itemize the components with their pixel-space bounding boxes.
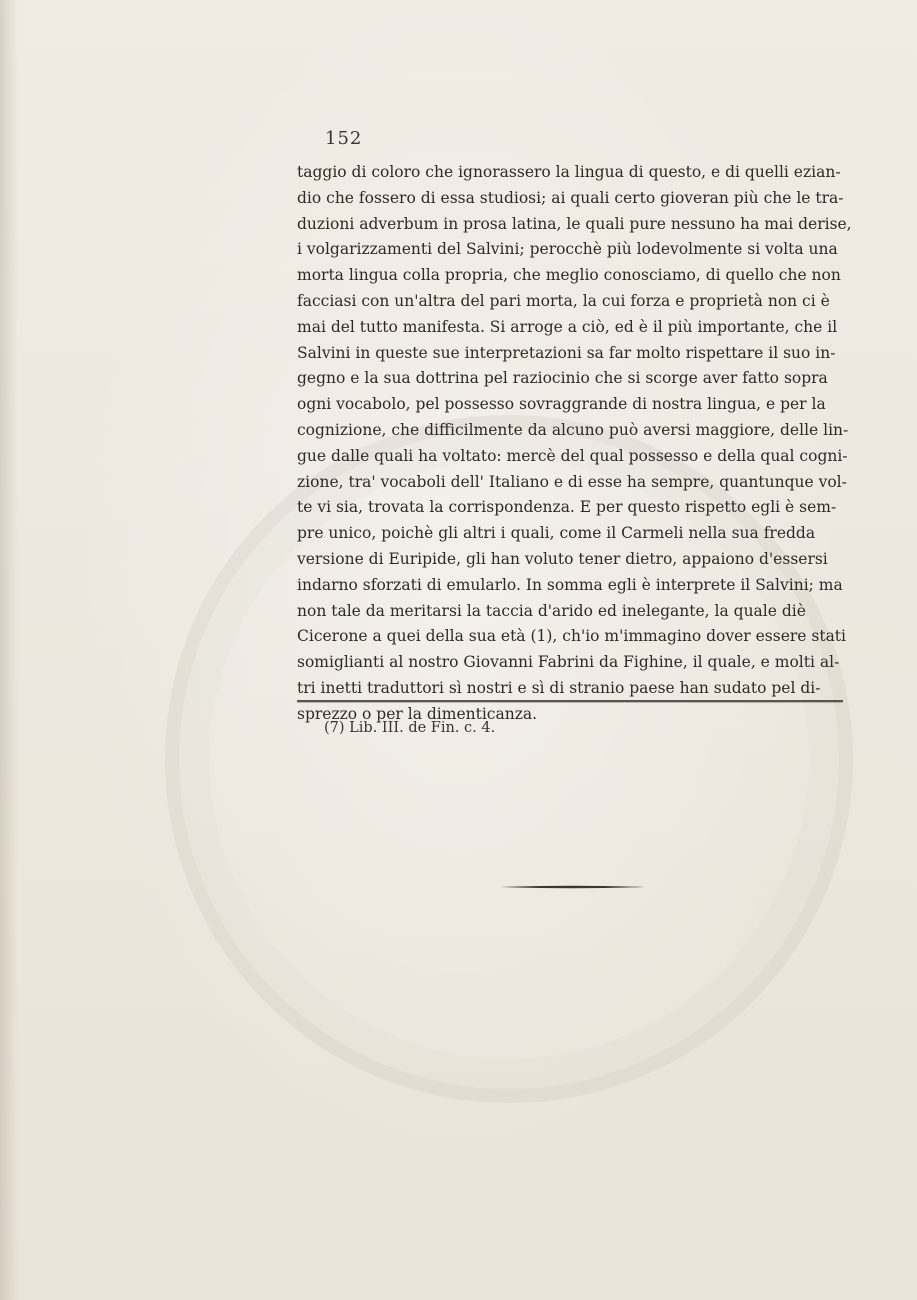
text-line: gegno e la sua dottrina pel raziocinio che si scorge aver fatto sopra (297, 369, 828, 388)
text-line: duzioni adverbum in prosa latina, le quali pure nessuno ha mai derise, (297, 214, 852, 233)
text-line: mai del tutto manifesta. Si arroge a ciò, ed è il più importante, che il (297, 317, 838, 336)
end-ornament-rule (500, 885, 645, 889)
text-line: te vi sia, trovata la corrispondenza. E per questo rispetto egli è sem- (297, 498, 837, 517)
text-line: non tale da meritarsi la taccia d'arido ed inelegante, la quale diè (297, 601, 806, 620)
text-line: cognizione, che difficilmente da alcuno può aversi maggiore, delle lin- (297, 420, 849, 439)
text-line: indarno sforzati di emularlo. In somma egli è interprete il Salvini; ma (297, 575, 843, 594)
text-line: zione, tra' vocaboli dell' Italiano e di esse ha sempre, quantunque vol- (297, 472, 847, 491)
text-line: taggio di coloro che ignorassero la lingua di questo, e di quelli ezian- (297, 163, 841, 181)
text-line: i volgarizzamenti del Salvini; perocchè più lodevolmente si volta una (297, 240, 838, 259)
text-line: tri inetti traduttori sì nostri e sì di stranio paese han sudato pel di- (297, 678, 821, 697)
body-text (297, 160, 850, 728)
text-line: Salvini in queste sue interpretazioni sa far molto rispettare il suo in- (297, 343, 836, 362)
text-line: facciasi con un'altra del pari morta, la cui forza e proprietà non ci è (297, 291, 830, 310)
text-line: Cicerone a quei della sua età (1), ch'io m'immagino dover essere stati (297, 627, 846, 646)
text-line: versione di Euripide, gli han voluto tener dietro, appaiono d'essersi (297, 549, 828, 568)
page-number: 152 (325, 128, 363, 149)
text-line: ogni vocabolo, pel possesso sovraggrande di nostra lingua, e per la (297, 395, 826, 414)
tapered-rule-icon (500, 885, 645, 889)
text-line: somiglianti al nostro Giovanni Fabrini da Fighine, il quale, e molti al- (297, 653, 840, 672)
page-edge-shadow (0, 0, 18, 1300)
text-line: morta lingua colla propria, che meglio conosciamo, di quello che non (297, 266, 841, 285)
text-line: dio che fossero di essa studiosi; ai quali certo gioveran più che le tra- (297, 188, 844, 207)
text-line-last: sprezzo o per la dimenticanza. (297, 704, 538, 723)
footnote-separator-rule (297, 700, 843, 702)
text-line: pre unico, poichè gli altri i quali, come il Carmeli nella sua fredda (297, 524, 816, 543)
footnote: (7) Lib. III. de Fin. c. 4. (324, 720, 496, 736)
text-line: gue dalle quali ha voltato: mercè del qual possesso e della qual cogni- (297, 446, 848, 465)
